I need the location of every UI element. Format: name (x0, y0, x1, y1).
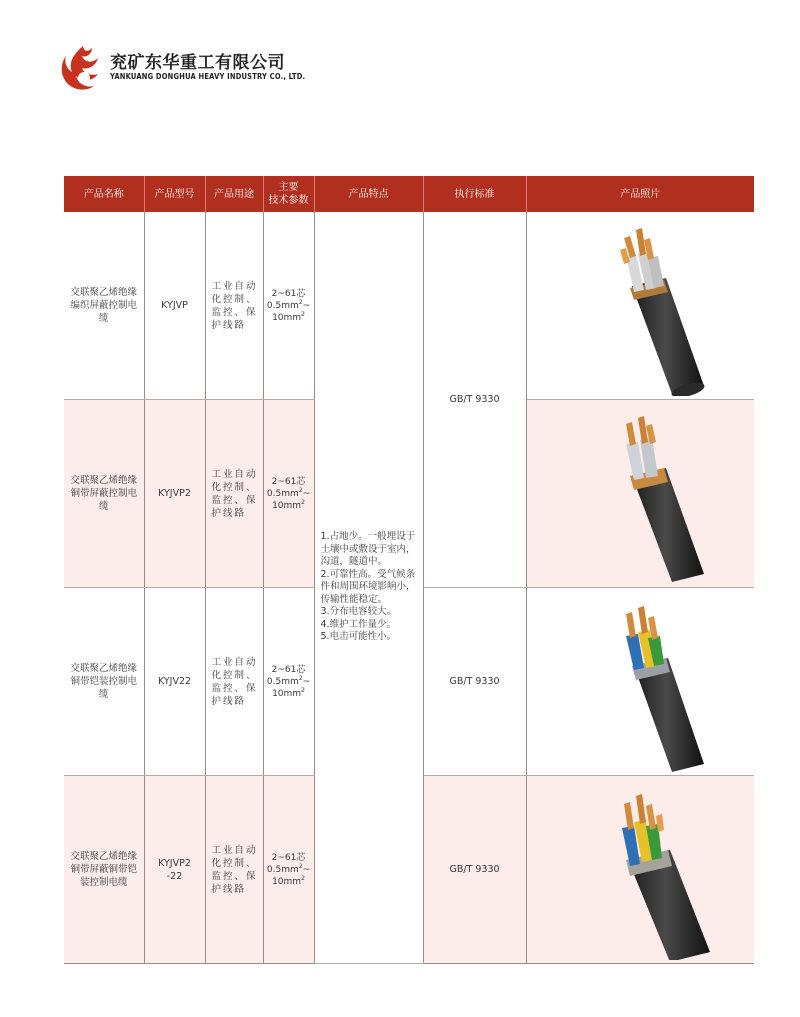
product-model: KYJVP (144, 212, 205, 400)
col-header-standard: 执行标准 (423, 176, 526, 212)
product-params: 2~61芯 $0.5mm^2\sim$ $10mm^2$ (263, 400, 314, 588)
product-model: KYJVP2 (144, 400, 205, 588)
cable-icon (540, 780, 740, 960)
product-use: 工业自动化控制、监控、保护线路 (205, 588, 263, 776)
col-header-name: 产品名称 (64, 176, 144, 212)
product-name: 交联聚乙烯绝缘铜带铠装控制电缆 (64, 588, 144, 776)
flame-logo-icon (58, 42, 108, 94)
col-header-params: 主要 技术参数 (263, 176, 314, 212)
product-params: 2~61芯 $0.5mm^2\sim$ $10mm^2$ (263, 588, 314, 776)
company-name-cn: 兖矿东华重工有限公司 (110, 53, 285, 73)
standard: GB/T 9330 (423, 212, 526, 588)
product-photo (526, 588, 754, 776)
col-header-model: 产品型号 (144, 176, 205, 212)
col-header-photo: 产品照片 (526, 176, 754, 212)
product-params: 2~61芯 $0.5mm^2\sim$ $10mm^2$ (263, 212, 314, 400)
standard: GB/T 9330 (423, 776, 526, 964)
product-name: 交联聚乙烯绝缘铜带屏蔽铜带铠装控制电缆 (64, 776, 144, 964)
product-name: 交联聚乙烯绝缘编织屏蔽控制电缆 (64, 212, 144, 400)
product-photo (526, 776, 754, 964)
col-header-features: 产品特点 (314, 176, 423, 212)
product-use: 工业自动化控制、监控、保护线路 (205, 400, 263, 588)
cable-icon (540, 216, 740, 396)
table-row (64, 212, 754, 400)
product-spec-table (64, 176, 754, 964)
company-logo (58, 42, 306, 98)
product-use: 工业自动化控制、监控、保护线路 (205, 776, 263, 964)
product-features: 1.占地少。一般埋设于土壤中或敷设于室内，沟道，隧道中。 2.可靠性高。受气候条件和周围环境影响小，传输性能稳定。 3.分布电容较大。 4.维护工作量少。 5.电击可能性小。 (314, 212, 423, 964)
table-header-row (64, 176, 754, 212)
product-photo (526, 400, 754, 588)
standard: GB/T 9330 (423, 588, 526, 776)
product-params: 2~61芯 $0.5mm^2\sim$ $10mm^2$ (263, 776, 314, 964)
product-use: 工业自动化控制、监控、保护线路 (205, 212, 263, 400)
product-model: KYJV22 (144, 588, 205, 776)
product-photo (526, 212, 754, 400)
cable-icon (540, 404, 740, 584)
company-name-en: YANKUANG DONGHUA HEAVY INDUSTRY CO., LTD. (110, 72, 306, 81)
product-model: KYJVP2 -22 (144, 776, 205, 964)
product-name: 交联聚乙烯绝缘铜带屏蔽控制电缆 (64, 400, 144, 588)
cable-icon (540, 592, 740, 772)
col-header-use: 产品用途 (205, 176, 263, 212)
